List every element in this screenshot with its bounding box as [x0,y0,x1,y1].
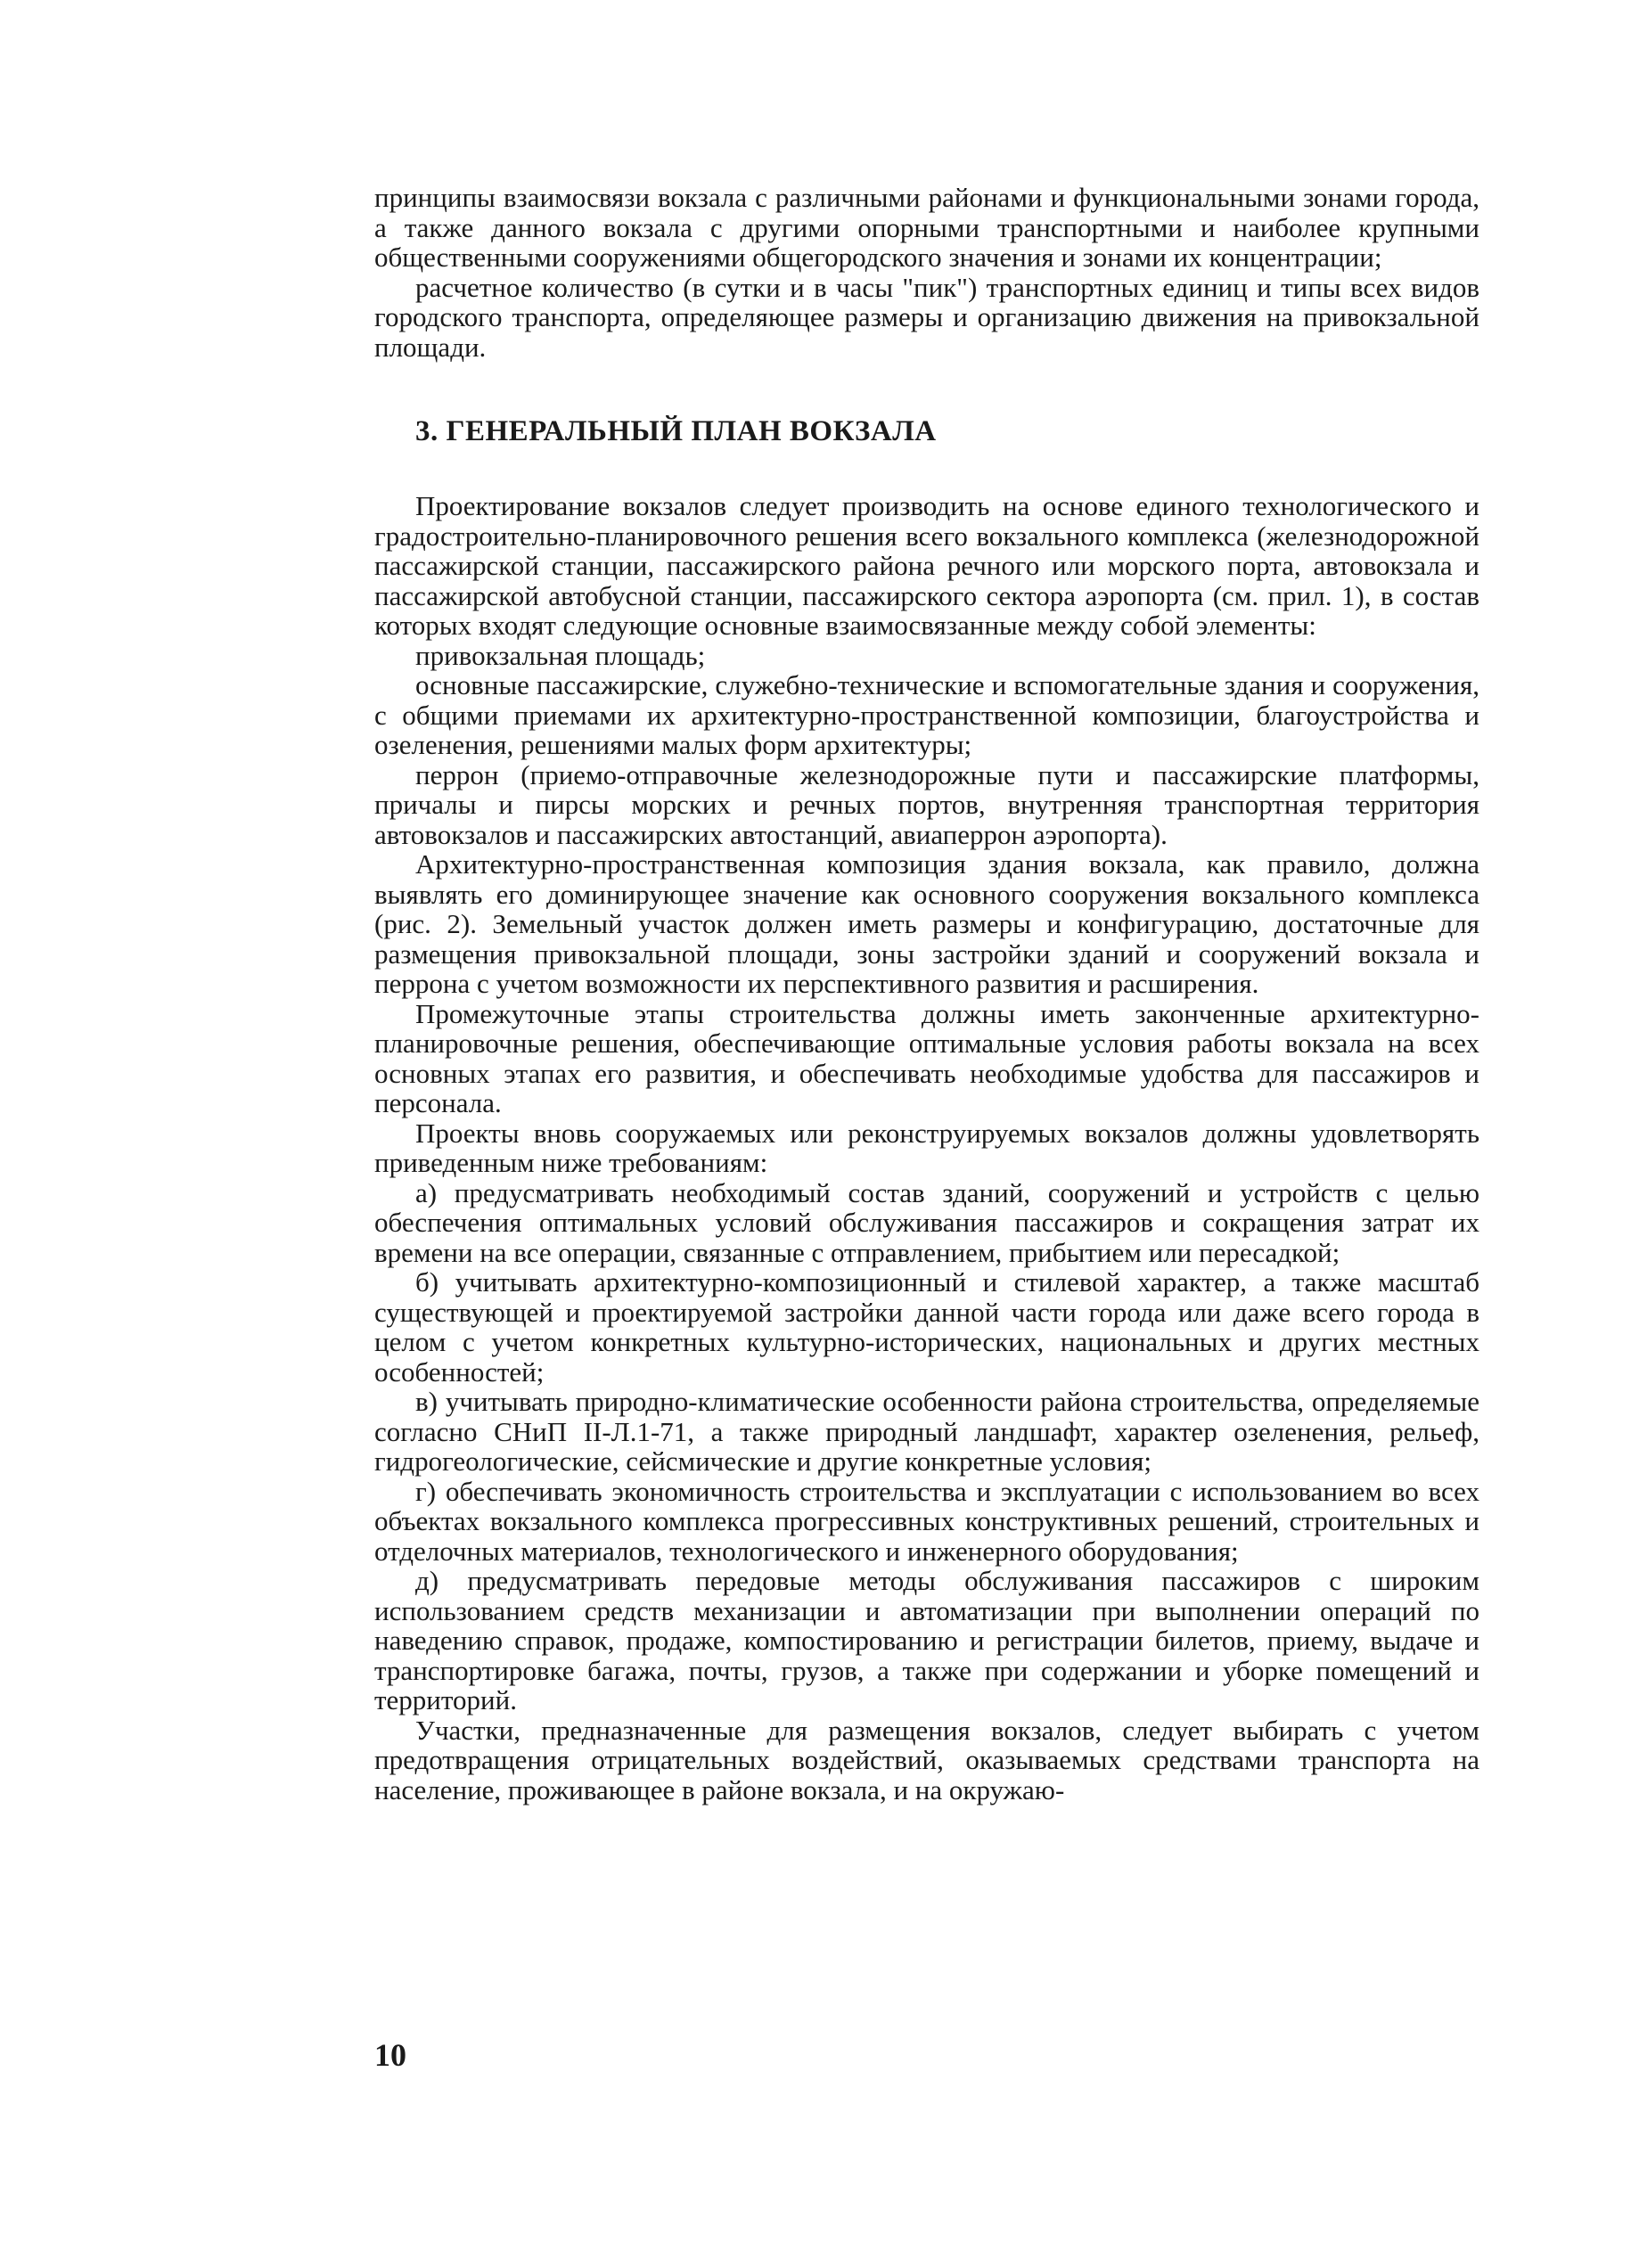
body-paragraph: привокзальная площадь; [415,639,706,671]
body-paragraph: Участки, предназначенные для размещения вокзалов, следует выбирать с учетом предотвращения отрицательных воздействий, оказываемых средствами транспорта на население, проживающее в районе вокзала, и на окружаю- [374,1714,1479,1805]
body-paragraph: основные пассажирские, служебно-технические и вспомогательные здания и сооружения, с общими приемами их архитектурно-пространственной композиции, благоустройства и озеленения, решениями малых форм архитектуры; [374,669,1479,760]
page-number: 10 [374,2037,406,2073]
body-paragraph: Проектирование вокзалов следует производить на основе единого технологического и градостроительно-планировочного решения всего вокзального комплекса (железнодорожной пассажирской станции, пассажирского района речного или морского порта, автовокзала и пассажирской автобусной станции, пассажирского сектора аэропорта (см. прил. 1), в состав которых входят следующие основные взаимосвязанные между собой элементы: [374,490,1479,641]
list-item-d: д) предусматривать передовые методы обслуживания пассажиров с широким использованием средств механизации и автоматизации при выполнении операций по наведению справок, продаже, компостированию и регистрации билетов, приему, выдаче и транспортировке багажа, почты, грузов, а также при содержании и уборке помещений и территорий. [374,1565,1479,1715]
body-paragraph: перрон (приемо-отправочные железнодорожные пути и пассажирские платформы, причалы и пирсы морских и речных портов, внутренняя транспортная территория автовокзалов и пассажирских автостанций, авиаперрон аэропорта). [374,758,1479,850]
list-item-b: б) учитывать архитектурно-композиционный и стилевой характер, а также масштаб существующей и проектируемой застройки данной части города или даже всего города в целом с учетом конкретных культурно-исторических, национальных и других местных особенностей; [374,1266,1479,1388]
body-paragraph: Промежуточные этапы строительства должны иметь законченные архитектурно-планировочные решения, обеспечивающие оптимальные условия работы вокзала на всех основных этапах его развития, и обеспечивать необходимые удобства для пассажиров и персонала. [374,997,1479,1118]
list-item-g: г) обеспечивать экономичность строительства и эксплуатации с использованием во всех объектах вокзального комплекса прогрессивных конструктивных решений, строительных и отделочных материалов, технологического и инженерного оборудования; [374,1475,1479,1567]
document-page [374,183,1479,1805]
body-paragraph: Проекты вновь сооружаемых или реконструируемых вокзалов должны удовлетворять приведенным ниже требованиям: [374,1117,1479,1178]
intro-paragraph-1: принципы взаимосвязи вокзала с различными районами и функциональными зонами города, а также данного вокзала с другими опорными транспортными и наиболее крупными общественными сооружениями общегородского значения и зонами их концентрации; [374,182,1479,273]
body-paragraph: Архитектурно-пространственная композиция здания вокзала, как правило, должна выявлять его доминирующее значение как основного сооружения вокзального комплекса (рис. 2). Земельный участок должен иметь размеры и конфигурацию, достаточные для размещения привокзальной площади, зоны застройки зданий и сооружений вокзала и перрона с учетом возможности их перспективного развития и расширения. [374,848,1479,999]
list-item-a: а) предусматривать необходимый состав зданий, сооружений и устройств с целью обеспечения оптимальных условий обслуживания пассажиров и сокращения затрат их времени на все операции, связанные с отправлением, прибытием или пересадкой; [374,1176,1479,1268]
list-item-v: в) учитывать природно-климатические особенности района строительства, определяемые согласно СНиП II-Л.1-71, а также природный ландшафт, характер озеленения, рельеф, гидрогеологические, сейсмические и другие конкретные условия; [374,1386,1479,1477]
section-title: 3. ГЕНЕРАЛЬНЫЙ ПЛАН ВОКЗАЛА [415,415,937,447]
intro-paragraph-2: расчетное количество (в сутки и в часы "пик") транспортных единиц и типы всех видов городского транспорта, определяющее размеры и организацию движения на привокзальной площади. [374,271,1479,363]
